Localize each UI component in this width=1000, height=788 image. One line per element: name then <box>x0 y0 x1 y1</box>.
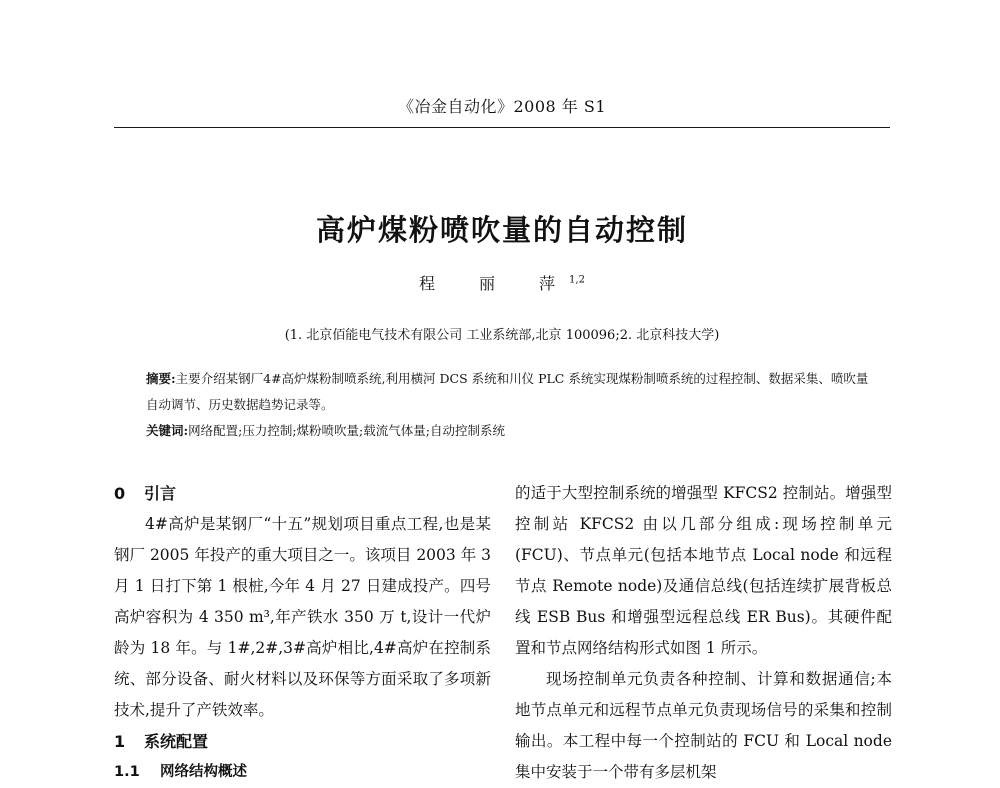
abstract-text: 主要介绍某钢厂4#高炉煤粉制喷系统,利用横河 DCS 系统和川仪 PLC 系统实现煤粉制喷系统的过程控制、数据采集、喷吹量自动调节、历史数据趋势记录等。 <box>146 371 869 412</box>
journal-header: 《冶金自动化》2008 年 S1 <box>397 97 607 116</box>
header-rule <box>114 127 890 128</box>
section-1-title: 系统配置 <box>144 732 209 751</box>
section-1-heading <box>114 726 491 757</box>
author-affiliation-marker: 1,2 <box>569 274 585 286</box>
section-1-1-heading <box>114 757 491 788</box>
section-1-1-title: 网络结构概述 <box>160 764 247 780</box>
section-1-1-number: 1.1 <box>114 764 140 780</box>
intro-paragraph: 4#高炉是某钢厂“十五”规划项目重点工程,也是某钢厂 2005 年投产的重大项目之一。该项目 2003 年 3 月 1 日打下第 1 根桩,今年 4 月 27 日建成投产。四号高炉容积为 4 350 m³,年产铁水 350 万 t,设计一代炉龄为 18 年。与 1#,2#,3#高炉相比,4#高炉在控制系统、部分设备、耐火材料以及环保等方面采取了多项新技术,提升了产铁效率。 <box>114 515 491 719</box>
right-column <box>515 478 892 788</box>
keywords-label: 关键词: <box>146 423 189 438</box>
abstract <box>146 366 876 418</box>
section-0-heading <box>114 478 491 509</box>
section-0-number: 0 <box>114 484 126 503</box>
right-paragraph-2: 现场控制单元负责各种控制、计算和数据通信;本地节点单元和远程节点单元负责现场信号的采集和控制输出。本工程中每一个控制站的 FCU 和 Local node 集中安装于一个带有多层机架 <box>515 670 892 781</box>
article-title: 高炉煤粉喷吹量的自动控制 <box>315 213 688 247</box>
keywords <box>146 418 876 444</box>
right-paragraph-1: 的适于大型控制系统的增强型 KFCS2 控制站。增强型控制站 KFCS2 由以几部分组成:现场控制单元(FCU)、节点单元(包括本地节点 Local node 和远程节点 Remote node)及通信总线(包括连续扩展背板总线 ESB Bus 和增强型远程总线 ER Bus)。其硬件配置和节点网络结构形式如图 1 所示。 <box>515 484 892 657</box>
section-1-number: 1 <box>114 732 126 751</box>
left-column <box>114 478 491 788</box>
section-0-title: 引言 <box>144 484 177 503</box>
abstract-label: 摘要: <box>146 371 176 386</box>
keywords-text: 网络配置;压力控制;煤粉喷吹量;载流气体量;自动控制系统 <box>188 423 505 438</box>
author-line <box>114 271 890 294</box>
affiliation: (1. 北京佰能电气技术有限公司 工业系统部,北京 100096;2. 北京科技大学) <box>284 328 720 343</box>
author-name: 程 丽 萍 <box>419 274 570 293</box>
